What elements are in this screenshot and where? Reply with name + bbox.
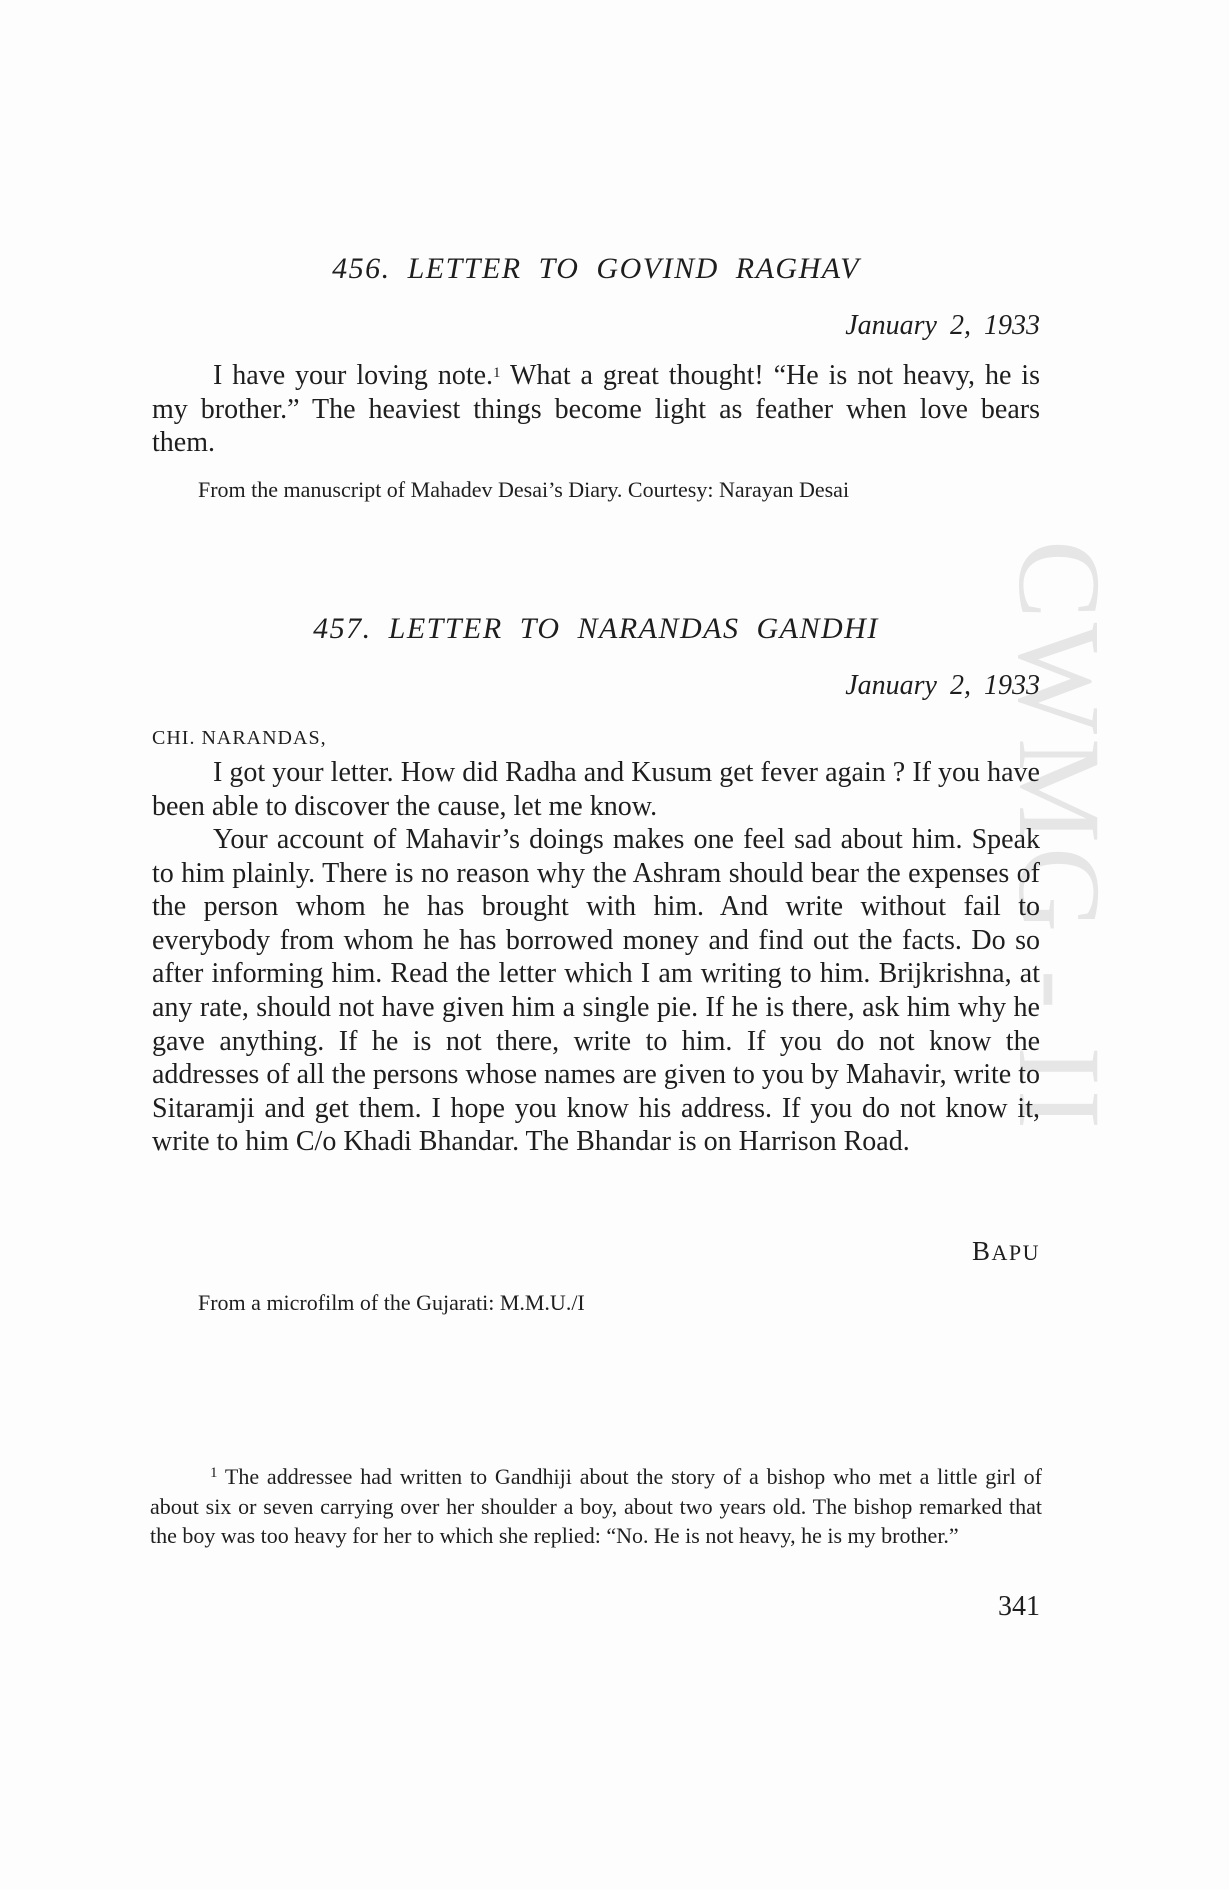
letter-456-body bbox=[152, 357, 1040, 460]
footnote-text: The addressee had written to Gandhiji about the story of a bishop who met a little girl of about six or seven carrying over her shoulder a boy, about two years old. The bishop remarked that the boy was too heavy for her to which she replied: “No. He is not heavy, he is my brother.” bbox=[150, 1464, 1042, 1548]
footnote-mark: 1 bbox=[210, 1465, 218, 1481]
letter-457-source: From a microfilm of the Gujarati: M.M.U./I bbox=[198, 1290, 585, 1315]
signature-rest: APU bbox=[991, 1240, 1040, 1265]
signature-initial: B bbox=[971, 1236, 992, 1266]
page-number: 341 bbox=[998, 1591, 1040, 1622]
letter-457-paragraph-2: Your account of Mahavir’s doings makes one feel sad about him. Speak to him plainly. There is no reason why the Ashram should bear the expenses of the person whom he has brought with him. And write without fail to everybody from whom he has borrowed money and find out the facts. Do so after informing him. Read the letter which I am writing to him. Brijkrishna, at any rate, should not have given him a single pie. If he is there, ask him why he gave anything. If he is not there, write to him. If you do not know the addresses of all the persons whose names are given to you by Mahavir, write to Sitaramji and get them. I hope you know his address. If you do not know it, write to him C/o Khadi Bhandar. The Bhandar is on Harrison Road. bbox=[152, 824, 1040, 1158]
letter-456-source: From the manuscript of Mahadev Desai’s Diary. Courtesy: Narayan Desai bbox=[198, 477, 850, 502]
letter-457-heading: 457. LETTER TO NARANDAS GANDHI bbox=[313, 612, 879, 645]
letter-457-paragraph-1: I got your letter. How did Radha and Kusum get fever again ? If you have been able to discover the cause, let me know. bbox=[152, 757, 1040, 822]
footnote-reference: 1 bbox=[493, 365, 501, 381]
letter-457-signature bbox=[152, 1236, 1040, 1267]
letter-456-body-start: I have your loving note. bbox=[213, 360, 494, 391]
letter-456-date: January 2, 1933 bbox=[845, 310, 1040, 341]
footnote bbox=[150, 1459, 1042, 1551]
letter-457-date: January 2, 1933 bbox=[845, 670, 1040, 701]
watermark-text: CWMG - II bbox=[994, 540, 1125, 1134]
letter-457-salutation: CHI. NARANDAS, bbox=[152, 727, 327, 749]
letter-456-body-rest: What a great thought! “He is not heavy, he is my brother.” The heaviest things become light as feather when love bears them. bbox=[152, 360, 1040, 459]
letter-456-heading: 456. LETTER TO GOVIND RAGHAV bbox=[332, 252, 860, 285]
